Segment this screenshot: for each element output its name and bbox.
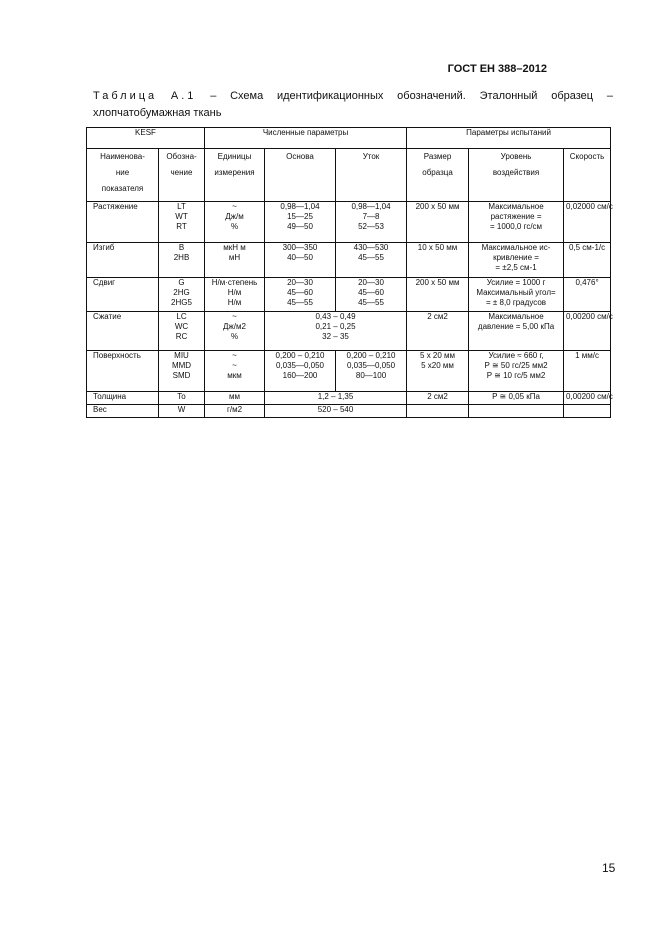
table-row xyxy=(87,243,611,278)
row-level xyxy=(469,405,564,418)
standard-number: ГОСТ ЕН 388–2012 xyxy=(447,63,547,75)
row-name: Вес xyxy=(87,405,159,418)
row-designation: B 2HB xyxy=(159,243,205,278)
table-row xyxy=(87,351,611,392)
sub-header-row xyxy=(87,149,611,202)
row-value: 520 – 540 xyxy=(265,405,407,418)
row-size: 5 x 20 мм 5 x20 мм xyxy=(407,351,469,392)
group-kesf: KESF xyxy=(87,128,205,149)
header-warp: Основа xyxy=(265,149,336,202)
row-speed: 1 мм/с xyxy=(564,351,611,392)
row-speed: 0,00200 см/с xyxy=(564,312,611,351)
row-name: Поверхность xyxy=(87,351,159,392)
row-level: P ≅ 0,05 кПа xyxy=(469,392,564,405)
header-designation: Обозна- чение xyxy=(159,149,205,202)
row-name: Изгиб xyxy=(87,243,159,278)
table-row xyxy=(87,278,611,312)
row-warp: 300—350 40—50 xyxy=(265,243,336,278)
row-speed: 0,00200 см/с xyxy=(564,392,611,405)
row-size: 10 x 50 мм xyxy=(407,243,469,278)
row-weft: 20—30 45—60 45—55 xyxy=(336,278,407,312)
caption-dash: – xyxy=(606,90,613,102)
row-speed: 0,476° xyxy=(564,278,611,312)
row-designation: LC WC RC xyxy=(159,312,205,351)
group-test: Параметры испытаний xyxy=(407,128,611,149)
row-units: ~ Дж/м2 % xyxy=(205,312,265,351)
row-level: Максимальное растяжение = = 1000,0 гс/см xyxy=(469,202,564,243)
row-designation: W xyxy=(159,405,205,418)
row-weft: 0,98—1,04 7—8 52—53 xyxy=(336,202,407,243)
header-size: Размер образца xyxy=(407,149,469,202)
caption-line-2: хлопчатобумажная ткань xyxy=(93,107,222,119)
caption-word: идентификационных xyxy=(276,90,384,102)
row-units: ~ ~ мкм xyxy=(205,351,265,392)
row-weft: 430—530 45—55 xyxy=(336,243,407,278)
row-size xyxy=(407,405,469,418)
row-units: г/м2 xyxy=(205,405,265,418)
table-caption xyxy=(93,88,613,122)
row-name: Сдвиг xyxy=(87,278,159,312)
group-header-row xyxy=(87,128,611,149)
header-level: Уровень воздействия xyxy=(469,149,564,202)
header-units: Единицы измерения xyxy=(205,149,265,202)
row-units: Н/м·степень Н/м Н/м xyxy=(205,278,265,312)
row-value: 0,43 – 0,49 0,21 – 0,25 32 – 35 xyxy=(265,312,407,351)
row-size: 2 см2 xyxy=(407,312,469,351)
row-warp: 0,200 – 0,210 0,035—0,050 160—200 xyxy=(265,351,336,392)
row-level: Усилие = 1000 г Максимальный угол= = ± 8,0 градусов xyxy=(469,278,564,312)
row-name: Сжатие xyxy=(87,312,159,351)
caption-word-number: А.1 xyxy=(170,90,197,102)
row-level: Максимальное ис- кривление = = ±2,5 см-1 xyxy=(469,243,564,278)
group-numeric: Численные параметры xyxy=(205,128,407,149)
row-size: 200 x 50 мм xyxy=(407,202,469,243)
row-warp: 0,98—1,04 15—25 49—50 xyxy=(265,202,336,243)
table-row xyxy=(87,392,611,405)
row-units: мкН м мН xyxy=(205,243,265,278)
table-row xyxy=(87,202,611,243)
table-row xyxy=(87,312,611,351)
row-level: Максимальное давление = 5,00 кПа xyxy=(469,312,564,351)
caption-dash: – xyxy=(210,90,217,102)
row-value: 1,2 – 1,35 xyxy=(265,392,407,405)
page-number: 15 xyxy=(602,861,616,875)
row-weft: 0,200 – 0,210 0,035—0,050 80—100 xyxy=(336,351,407,392)
row-size: 200 x 50 мм xyxy=(407,278,469,312)
caption-word: обозначений. xyxy=(397,90,466,102)
table-row xyxy=(87,405,611,418)
row-units: ~ Дж/м % xyxy=(205,202,265,243)
identification-table xyxy=(86,127,611,418)
row-designation: MIU MMD SMD xyxy=(159,351,205,392)
row-speed xyxy=(564,405,611,418)
row-warp: 20—30 45—60 45—55 xyxy=(265,278,336,312)
row-level: Усилие ≈ 660 г, P ≅ 50 гс/25 мм2 P ≅ 10 гс/5 мм2 xyxy=(469,351,564,392)
row-speed: 0,5 см-1/с xyxy=(564,243,611,278)
caption-word-table: Таблица xyxy=(93,90,158,102)
header-name: Наименова- ние показателя xyxy=(87,149,159,202)
header-weft: Уток xyxy=(336,149,407,202)
row-designation: G 2HG 2HG5 xyxy=(159,278,205,312)
row-designation: To xyxy=(159,392,205,405)
row-size: 2 см2 xyxy=(407,392,469,405)
caption-word: Схема xyxy=(230,90,264,102)
caption-word: образец xyxy=(551,90,594,102)
row-name: Растяжение xyxy=(87,202,159,243)
header-speed: Скорость xyxy=(564,149,611,202)
row-designation: LT WT RT xyxy=(159,202,205,243)
row-units: мм xyxy=(205,392,265,405)
row-speed: 0,02000 см/с xyxy=(564,202,611,243)
caption-word: Эталонный xyxy=(479,90,538,102)
row-name: Толщина xyxy=(87,392,159,405)
